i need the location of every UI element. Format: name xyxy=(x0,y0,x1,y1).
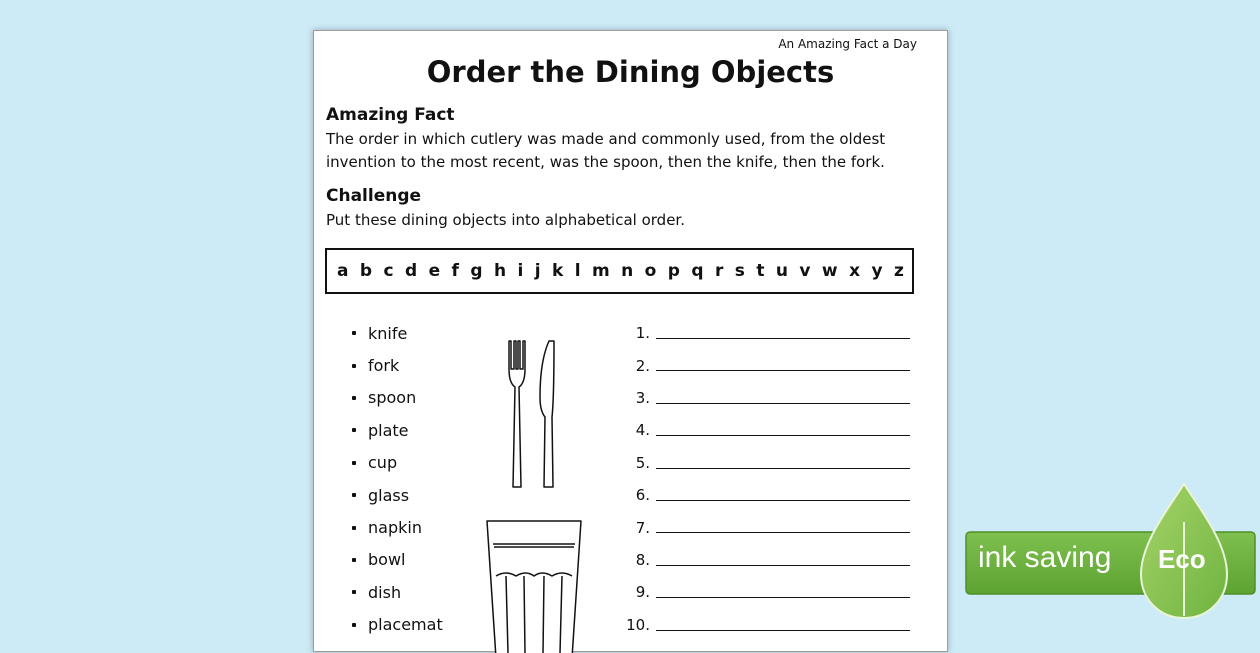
answer-number: 8. xyxy=(635,550,650,569)
word-item xyxy=(352,447,443,479)
alphabet-strip xyxy=(325,248,914,294)
alphabet-letter: w xyxy=(821,261,838,281)
alphabet-letter: i xyxy=(517,261,524,281)
alphabet-letter: n xyxy=(621,261,634,281)
answer-line[interactable] xyxy=(656,565,910,566)
alphabet-letter: h xyxy=(493,261,507,281)
answer-number: 6. xyxy=(635,486,650,505)
bullet-icon xyxy=(352,493,356,497)
challenge-heading: Challenge xyxy=(326,186,422,206)
answer-number: 7. xyxy=(635,518,650,537)
worksheet-page xyxy=(313,30,948,652)
answer-number: 4. xyxy=(635,421,650,440)
word-item xyxy=(352,317,443,349)
answer-row xyxy=(614,511,650,543)
alphabet-letter: l xyxy=(574,261,581,281)
word-label: plate xyxy=(368,420,409,440)
answer-number: 2. xyxy=(635,356,650,375)
answer-line[interactable] xyxy=(656,370,910,371)
alphabet-letter: g xyxy=(470,261,483,281)
alphabet-letter: y xyxy=(871,261,883,281)
answer-number: 10. xyxy=(626,615,650,634)
ink-saving-label: ink saving xyxy=(978,541,1112,574)
alphabet-letter: e xyxy=(428,261,441,281)
word-item xyxy=(352,609,443,641)
alphabet-letter: d xyxy=(405,261,418,281)
word-label: cup xyxy=(368,453,398,473)
answer-number: 5. xyxy=(635,453,650,472)
fact-text: The order in which cutlery was made and commonly used, from the oldest invention to the most recent, was the spoon, then the knife, then the fork. xyxy=(326,130,886,171)
bullet-icon xyxy=(352,428,356,432)
alphabet-letter: x xyxy=(849,261,861,281)
alphabet-letter: j xyxy=(534,261,541,281)
alphabet-letter: r xyxy=(714,261,724,281)
word-item xyxy=(352,349,443,381)
word-label: fork xyxy=(368,356,400,376)
bullet-icon xyxy=(352,623,356,627)
word-item xyxy=(352,414,443,446)
page-title: Order the Dining Objects xyxy=(426,55,835,89)
answer-row xyxy=(614,479,650,511)
alphabet-letter: u xyxy=(775,261,788,281)
bullet-icon xyxy=(352,590,356,594)
alphabet-letter: c xyxy=(383,261,394,281)
bullet-icon xyxy=(352,331,356,335)
eco-label: Eco xyxy=(1158,544,1206,574)
alphabet-letter: k xyxy=(552,261,564,281)
word-label: bowl xyxy=(368,550,406,570)
bullet-icon xyxy=(352,461,356,465)
answer-line[interactable] xyxy=(656,338,910,339)
alphabet-letter: b xyxy=(359,261,373,281)
answer-number: 9. xyxy=(635,583,650,602)
answer-row xyxy=(614,609,650,641)
answer-list xyxy=(614,317,650,641)
alphabet-letter: t xyxy=(756,261,765,281)
word-item xyxy=(352,576,443,608)
answer-row xyxy=(614,447,650,479)
word-label: napkin xyxy=(368,518,422,538)
answer-row xyxy=(614,317,650,349)
answer-number: 3. xyxy=(635,388,650,407)
word-item xyxy=(352,479,443,511)
answer-row xyxy=(614,544,650,576)
word-label: placemat xyxy=(368,615,443,635)
answer-line[interactable] xyxy=(656,597,910,598)
word-item xyxy=(352,382,443,414)
answer-line[interactable] xyxy=(656,532,910,533)
alphabet-letter: m xyxy=(591,261,610,281)
alphabet-letter: f xyxy=(451,261,459,281)
bullet-icon xyxy=(352,396,356,400)
bullet-icon xyxy=(352,526,356,530)
answer-row xyxy=(614,576,650,608)
alphabet-letter: p xyxy=(667,261,680,281)
word-item xyxy=(352,544,443,576)
answer-line[interactable] xyxy=(656,403,910,404)
word-label: glass xyxy=(368,485,410,505)
alphabet-letter: v xyxy=(799,261,811,281)
drinking-glass-icon xyxy=(484,518,584,653)
fact-heading: Amazing Fact xyxy=(326,105,455,125)
challenge-text: Put these dining objects into alphabetical order. xyxy=(326,211,685,229)
alphabet-letter: o xyxy=(644,261,657,281)
alphabet-letter: z xyxy=(893,261,904,281)
word-list xyxy=(352,317,443,641)
answer-line[interactable] xyxy=(656,468,910,469)
word-label: spoon xyxy=(368,388,417,408)
word-label: knife xyxy=(368,323,408,343)
alphabet-letter: a xyxy=(337,261,349,281)
answer-line[interactable] xyxy=(656,500,910,501)
word-label: dish xyxy=(368,582,402,602)
alphabet-letter: s xyxy=(734,261,745,281)
answer-row xyxy=(614,349,650,381)
answer-number: 1. xyxy=(635,324,650,343)
fork-knife-icon xyxy=(504,339,564,491)
answer-row xyxy=(614,382,650,414)
answer-line[interactable] xyxy=(656,435,910,436)
bullet-icon xyxy=(352,364,356,368)
series-label: An Amazing Fact a Day xyxy=(778,37,917,51)
word-item xyxy=(352,511,443,543)
bullet-icon xyxy=(352,558,356,562)
alphabet-letter: q xyxy=(691,261,704,281)
answer-row xyxy=(614,414,650,446)
